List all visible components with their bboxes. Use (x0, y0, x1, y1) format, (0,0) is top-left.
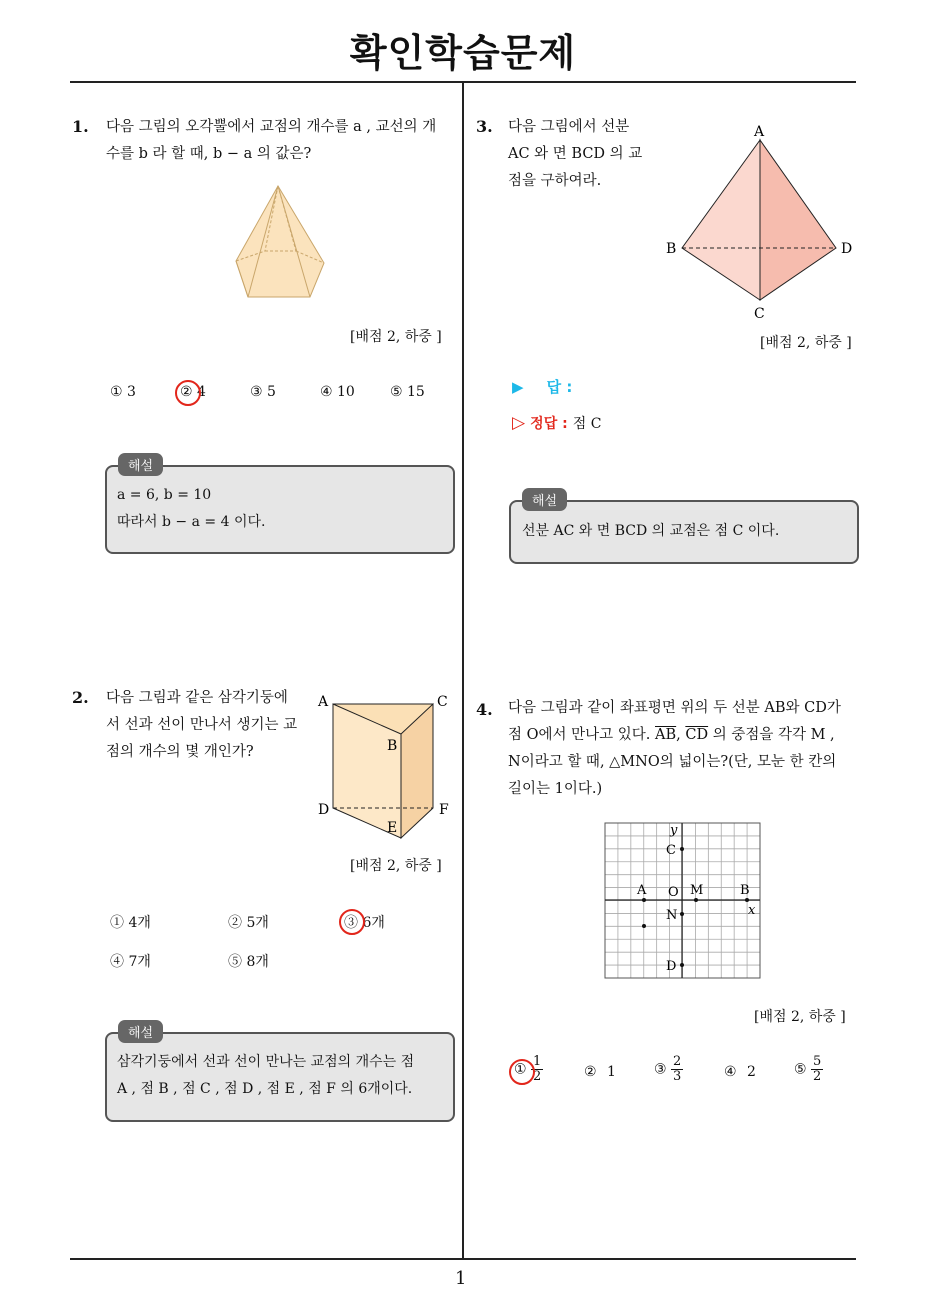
vertex-label-d: D (841, 241, 853, 257)
fraction (671, 1055, 683, 1084)
column-divider (462, 82, 464, 1260)
answer-mark-circle (175, 380, 201, 406)
option-4[interactable]: ④ 7개 (110, 954, 151, 970)
option-3[interactable] (654, 1055, 683, 1084)
score-meta: [배점 2, 하중 ] (760, 335, 852, 351)
answer-label: 답 : (546, 378, 573, 396)
option-4[interactable]: ④ 10 (320, 384, 355, 400)
explanation-tag: 해설 (522, 488, 567, 511)
vertex-label-b: B (387, 738, 398, 754)
score-meta: [배점 2, 하중 ] (350, 329, 442, 345)
vertex-label-a: A (318, 694, 329, 710)
tetrahedron-figure (660, 122, 860, 322)
segment-ab: $\overline{AB}$ (655, 727, 677, 743)
option-5[interactable] (794, 1055, 823, 1084)
correct-value: 점 C (572, 416, 602, 432)
point-label-m: M (690, 883, 704, 898)
numerator: 2 (673, 1054, 682, 1069)
question-text (106, 685, 316, 766)
explanation-tag: 해설 (118, 453, 163, 476)
explanation-text (117, 482, 265, 536)
question-text (106, 114, 456, 168)
correct-label: 정답 : (530, 416, 568, 432)
vertex-label-c: C (754, 306, 765, 322)
option-3[interactable]: ③ 6개 (344, 915, 385, 931)
question-number: 2. (72, 688, 89, 707)
question-line: 다음 그림과 같이 좌표평면 위의 두 선분 AB와 CD가 (508, 700, 841, 716)
segment-cd: $\overline{CD}$ (685, 727, 709, 743)
question-line (508, 722, 863, 749)
explanation-line: 따라서 b − a = 4 이다. (117, 514, 266, 530)
question-line: 다음 그림에서 선분 (508, 119, 630, 135)
triangular-prism-figure (315, 690, 455, 840)
point-label-a: A (637, 883, 647, 898)
axis-label-y: y (670, 823, 678, 838)
option-prefix: ② (584, 1064, 597, 1080)
question-line: 다음 그림의 오각뿔에서 교점의 개수를 a , 교선의 개 (106, 119, 437, 135)
point-a (642, 898, 646, 902)
numerator: 1 (533, 1054, 542, 1069)
question-line: 점을 구하여라. (508, 173, 602, 189)
question-line: 점의 개수의 몇 개인가? (106, 744, 254, 760)
fraction (811, 1055, 823, 1084)
option-3[interactable]: ③ 5 (250, 384, 276, 400)
answer-row (512, 376, 572, 397)
point-m (694, 898, 698, 902)
question-line: 다음 그림과 같은 삼각기둥에 (106, 690, 288, 706)
page-number: 1 (455, 1268, 467, 1289)
question-line: 길이는 1이다.) (508, 781, 603, 797)
denominator: 2 (533, 1069, 542, 1084)
question-number: 1. (72, 117, 89, 136)
point-n (680, 912, 684, 916)
option-prefix: ③ (654, 1061, 667, 1078)
correct-answer-row (512, 413, 601, 433)
explanation-line: a = 6, b = 10 (117, 487, 212, 503)
option-5[interactable]: ⑤ 8개 (228, 954, 269, 970)
question-line: N이라고 할 때, △MNO의 넓이는?(단, 모눈 한 칸의 (508, 754, 837, 770)
numerator: 5 (813, 1054, 822, 1069)
point-extra (642, 924, 646, 928)
question-fragment: 점 O에서 만나고 있다. (508, 727, 651, 743)
question-text (508, 114, 658, 195)
question-text (508, 695, 863, 803)
point-label-c: C (666, 843, 676, 858)
point-b (745, 898, 749, 902)
vertex-label-c: C (437, 694, 448, 710)
coordinate-grid-figure (604, 822, 762, 980)
option-prefix: ④ (724, 1064, 737, 1080)
question-fragment: 의 중점을 각각 M , (712, 727, 835, 743)
option-prefix: ⑤ (794, 1061, 807, 1078)
vertex-label-d: D (318, 802, 330, 818)
correct-arrow-icon: ▷ (512, 413, 526, 433)
point-c (680, 847, 684, 851)
page-title: 확인학습문제 (349, 31, 577, 75)
option-prefix: ① (514, 1061, 527, 1078)
point-label-d: D (666, 959, 677, 974)
option-2[interactable] (584, 1064, 616, 1080)
option-value: 1 (607, 1064, 616, 1080)
explanation-tag: 해설 (118, 1020, 163, 1043)
question-line: AC 와 면 BCD 의 교 (508, 146, 643, 162)
denominator: 3 (673, 1069, 682, 1084)
point-label-o: O (668, 885, 679, 900)
answer-mark-circle (339, 909, 365, 935)
option-5[interactable]: ⑤ 15 (390, 384, 425, 400)
explanation-line: 삼각기둥에서 선과 선이 만나는 교점의 개수는 점 (117, 1054, 415, 1070)
option-value: 2 (747, 1064, 756, 1080)
option-1[interactable]: ① 4개 (110, 915, 151, 931)
option-4[interactable] (724, 1064, 756, 1080)
question-fragment: , (676, 727, 681, 743)
question-number: 4. (476, 700, 493, 719)
option-2[interactable]: ② 4 (180, 384, 206, 400)
question-line: 서 선과 선이 만나서 생기는 교 (106, 717, 298, 733)
vertex-label-a: A (754, 124, 765, 140)
pentagonal-pyramid-figure (230, 183, 330, 303)
denominator: 2 (813, 1069, 822, 1084)
point-d (680, 963, 684, 967)
vertex-label-f: F (439, 802, 449, 818)
score-meta: [배점 2, 하중 ] (754, 1009, 846, 1025)
answer-mark-circle (509, 1059, 535, 1085)
point-label-b: B (740, 883, 750, 898)
option-2[interactable]: ② 5개 (228, 915, 269, 931)
score-meta: [배점 2, 하중 ] (350, 858, 442, 874)
axis-label-x: x (748, 903, 756, 918)
option-1[interactable]: ① 3 (110, 384, 136, 400)
question-number: 3. (476, 117, 493, 136)
bottom-rule (70, 1258, 856, 1260)
point-label-n: N (666, 908, 678, 923)
explanation-line: A , 점 B , 점 C , 점 D , 점 E , 점 F 의 6개이다. (117, 1081, 413, 1097)
answer-arrow-icon: ▶ (512, 378, 524, 396)
explanation-text (117, 1049, 414, 1103)
vertex-label-b: B (666, 241, 677, 257)
vertex-label-e: E (387, 820, 398, 836)
explanation-text: 선분 AC 와 면 BCD 의 교점은 점 C 이다. (522, 523, 780, 539)
question-line: 수를 b 라 할 때, b − a 의 값은? (106, 146, 312, 162)
